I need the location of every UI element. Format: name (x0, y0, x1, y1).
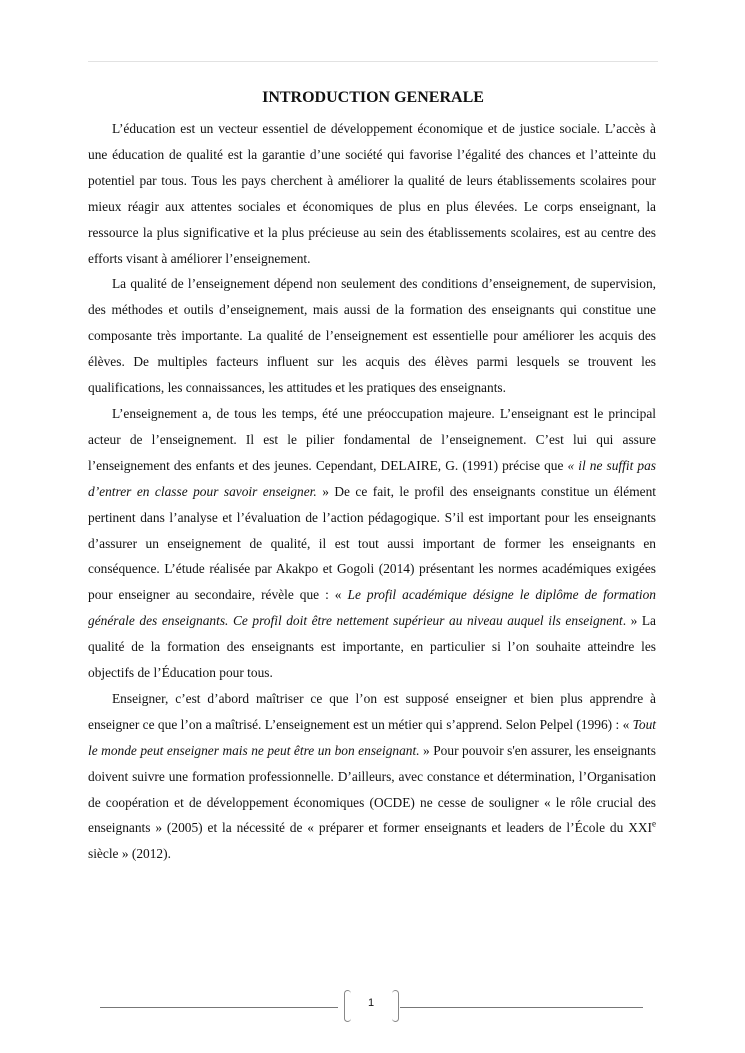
footer-rule-left (100, 1007, 338, 1008)
paragraph-2 (88, 271, 656, 401)
quotation-italic: Le profil académique désigne le diplôme de formation générale des enseignants. Ce profil doit être nettement supérieur au niveau auquel ils enseignent (88, 587, 656, 629)
quotation-italic: Tout le monde peut enseigner mais ne peut être un bon enseignant. (88, 716, 656, 758)
page-number: 1 (367, 997, 375, 1009)
paragraph-3 (88, 401, 656, 686)
superscript: e (652, 819, 656, 829)
text-run: L’enseignement a, de tous les temps, été une préoccupation majeure. L’enseignant est le principal acteur de l’enseignement. Il est le pilier fondamental de l’enseignement. C’est lui qui assure l’enseignement des enfants et des jeunes. Cependant, DELAIRE, G. (1991) précise que (88, 405, 656, 473)
right-brace-decoration (392, 990, 399, 1022)
body-text (88, 116, 656, 867)
text-run: . » La qualité de la formation des enseignants est importante, en particulier si l’on souhaite atteindre les objectifs de l’Éducation pour tous. (88, 613, 656, 681)
header-rule (88, 61, 658, 62)
text-run: siècle » (2012). (88, 846, 171, 862)
text-run: » Pour pouvoir s'en assurer, les enseignants doivent suivre une formation professionnelle. D’ailleurs, avec constance et détermination, l’Organisation de coopération et de développement économiques (OCDE) ne cesse de souligner « le rôle crucial des enseignants » (2005) et la nécessité de « préparer et former enseignants et leaders de l’École du XXI (88, 742, 656, 836)
text-run: La qualité de l’enseignement dépend non seulement des conditions d’enseignement, de supervision, des méthodes et outils d’enseignement, mais aussi de la formation des enseignants qui constitue une composante très importante. La qualité de l’enseignement est essentielle pour améliorer les acquis des élèves. De multiples facteurs influent sur les acquis des élèves parmi lesquels se trouvent les qualifications, les connaissances, les attitudes et les pratiques des enseignants. (88, 276, 656, 396)
paragraph-4 (88, 686, 656, 867)
page-title: INTRODUCTION GENERALE (262, 89, 484, 106)
footer-rule-right (400, 1007, 643, 1008)
text-run: » De ce fait, le profil des enseignants constitue un élément pertinent dans l’analyse et l’évaluation de l’action pédagogique. S’il est important pour les enseignants d’assurer un enseignement de qualité, il est tout aussi important de former les enseignants en conséquence. L’étude réalisée par Akakpo et Gogoli (2014) présentant les normes académiques exigées pour enseigner au secondaire, révèle que : « (88, 483, 656, 603)
quotation-italic: « il ne suffit pas d’entrer en classe pour savoir enseigner. (88, 457, 656, 499)
text-run: L’éducation est un vecteur essentiel de développement économique et de justice sociale. L’accès à une éducation de qualité est la garantie d’une société qui favorise l’égalité des chances et l’atteinte du potentiel par tous. Tous les pays cherchent à améliorer la qualité de leurs établissements scolaires pour mieux réagir aux attentes sociales et économiques de plus en plus élevées. Le corps enseignant, la ressource la plus significative et la plus précieuse au sein des établissements scolaires, est au centre des efforts visant à améliorer l’enseignement. (88, 121, 656, 266)
paragraph-1 (88, 116, 656, 271)
text-run: Enseigner, c’est d’abord maîtriser ce que l’on est supposé enseigner et bien plus apprendre à enseigner ce que l’on a maîtrisé. L’enseignement est un métier qui s’apprend. Selon Pelpel (1996) : « (88, 690, 656, 732)
left-brace-decoration (344, 990, 351, 1022)
page-footer (100, 990, 645, 1024)
